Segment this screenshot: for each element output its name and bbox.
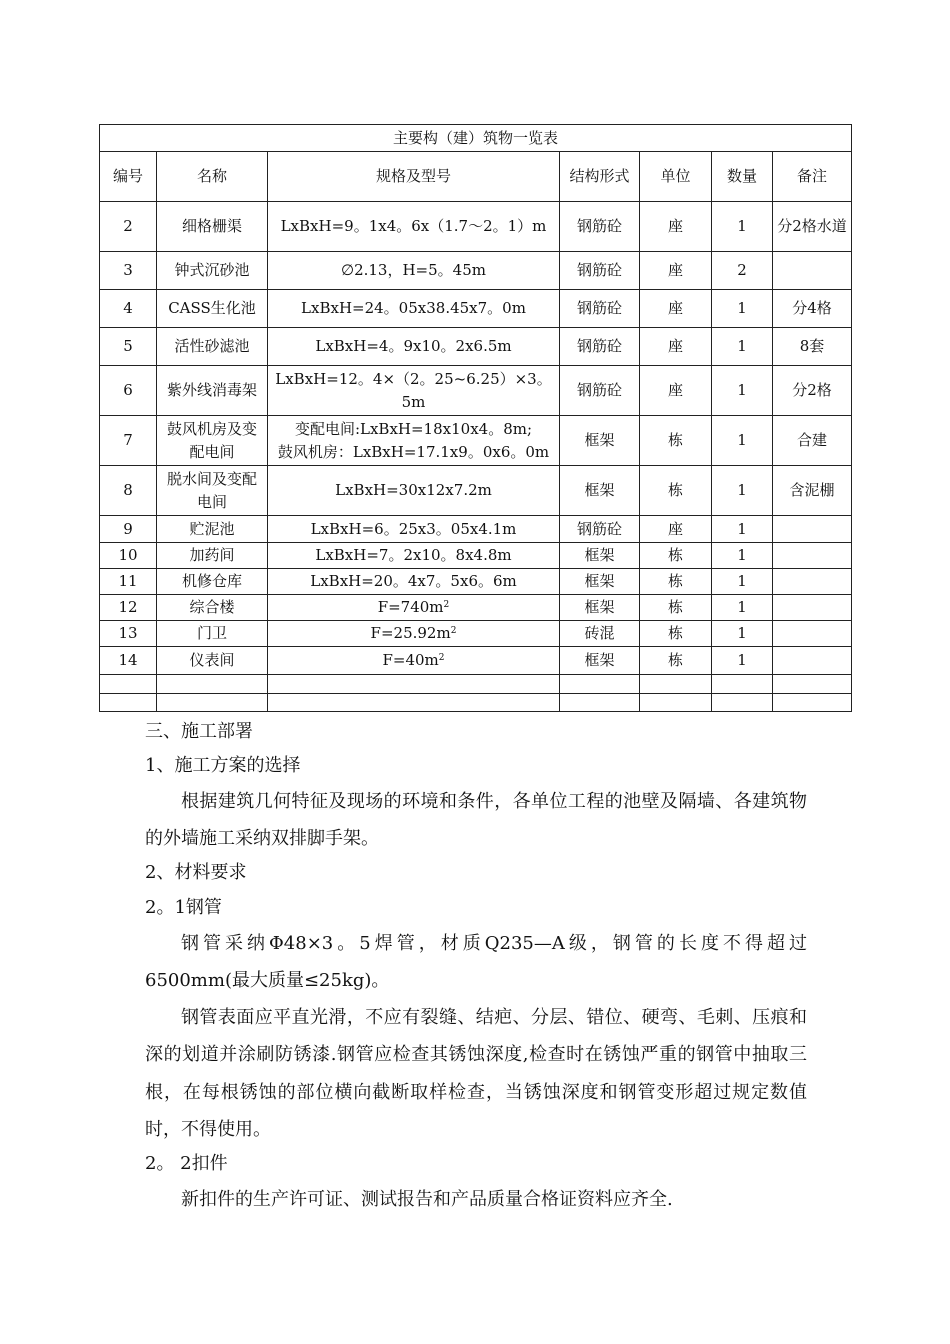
table-cell: 2 bbox=[712, 252, 773, 290]
table-cell: ∅2.13，H=5。45m bbox=[268, 252, 560, 290]
table-header-row bbox=[100, 152, 852, 202]
table-cell: 6 bbox=[100, 366, 157, 416]
table-cell: 紫外线消毒架 bbox=[157, 366, 268, 416]
table-cell: 钢筋砼 bbox=[560, 366, 640, 416]
table-cell: 框架 bbox=[560, 569, 640, 595]
table-cell: 细格栅渠 bbox=[157, 202, 268, 252]
table-cell: 1 bbox=[712, 202, 773, 252]
table-row bbox=[100, 543, 852, 569]
table-cell: 综合楼 bbox=[157, 595, 268, 621]
table-title: 主要构（建）筑物一览表 bbox=[100, 125, 852, 152]
table-row bbox=[100, 569, 852, 595]
table-cell bbox=[560, 694, 640, 712]
table-cell: 活性砂滤池 bbox=[157, 328, 268, 366]
table-cell: 1 bbox=[712, 595, 773, 621]
table-row bbox=[100, 366, 852, 416]
table-cell: 1 bbox=[712, 621, 773, 647]
table-cell: 栋 bbox=[640, 621, 712, 647]
table-cell: 钢筋砼 bbox=[560, 290, 640, 328]
paragraph: 钢管表面应平直光滑，不应有裂缝、结疤、分层、错位、硬弯、毛刺、压痕和深的划道并涂刷防锈漆.钢管应检查其锈蚀深度,检查时在锈蚀严重的钢管中抽取三根，在每根锈蚀的部位横向截断取样检查，当锈蚀深度和钢管变形超过规定数值时，不得使用。 bbox=[145, 1007, 807, 1140]
table-cell: CASS生化池 bbox=[157, 290, 268, 328]
table-cell bbox=[773, 647, 852, 675]
table-cell: 1 bbox=[712, 516, 773, 543]
header-cell: 单位 bbox=[640, 152, 712, 202]
table-cell: 1 bbox=[712, 543, 773, 569]
table-row bbox=[100, 694, 852, 712]
table-cell: LxBxH=7。2x10。8x4.8m bbox=[268, 543, 560, 569]
table-cell bbox=[157, 675, 268, 694]
header-cell: 备注 bbox=[773, 152, 852, 202]
table-cell: 栋 bbox=[640, 466, 712, 516]
structures-table bbox=[99, 124, 852, 712]
table-cell: 框架 bbox=[560, 647, 640, 675]
area-unit-superscript: 2 bbox=[443, 600, 450, 610]
table-cell: 4 bbox=[100, 290, 157, 328]
table-row bbox=[100, 416, 852, 466]
table-cell: $F=25.92m^2$ bbox=[268, 621, 560, 647]
table-cell: LxBxH=12。4×（2。25~6.25）×3。5m bbox=[268, 366, 560, 416]
header-cell: 数量 bbox=[712, 152, 773, 202]
table-cell: 钢筋砼 bbox=[560, 202, 640, 252]
table-cell: LxBxH=30x12x7.2m bbox=[268, 466, 560, 516]
table-cell: 含泥棚 bbox=[773, 466, 852, 516]
table-cell: 1 bbox=[712, 328, 773, 366]
table-cell: 变配电间:LxBxH=18x10x4。8m; 鼓风机房：LxBxH=17.1x9。0x6。0m bbox=[268, 416, 560, 466]
table-cell bbox=[640, 675, 712, 694]
table-cell: 1 bbox=[712, 466, 773, 516]
table-cell: 栋 bbox=[640, 595, 712, 621]
table-cell: 栋 bbox=[640, 569, 712, 595]
table-cell: $F=40m^2$ bbox=[268, 647, 560, 675]
table-cell: 1 bbox=[712, 290, 773, 328]
table-cell bbox=[100, 675, 157, 694]
table-cell: 分2格 bbox=[773, 366, 852, 416]
table-cell: 2 bbox=[100, 202, 157, 252]
table-cell: 9 bbox=[100, 516, 157, 543]
table-cell: 钟式沉砂池 bbox=[157, 252, 268, 290]
table-cell: 座 bbox=[640, 366, 712, 416]
table-row bbox=[100, 290, 852, 328]
table-cell: 14 bbox=[100, 647, 157, 675]
table-cell: 5 bbox=[100, 328, 157, 366]
table-row bbox=[100, 328, 852, 366]
table-cell: 机修仓库 bbox=[157, 569, 268, 595]
table-cell: 10 bbox=[100, 543, 157, 569]
table-row bbox=[100, 647, 852, 675]
table-row bbox=[100, 466, 852, 516]
table-cell: 门卫 bbox=[157, 621, 268, 647]
table-cell: 鼓风机房及变配电间 bbox=[157, 416, 268, 466]
table-cell: LxBxH=6。25x3。05x4.1m bbox=[268, 516, 560, 543]
table-row bbox=[100, 595, 852, 621]
table-cell bbox=[560, 675, 640, 694]
table-cell bbox=[640, 694, 712, 712]
subheading: 2、材料要求 bbox=[145, 862, 247, 883]
table-cell: 8 bbox=[100, 466, 157, 516]
table-cell: 砖混 bbox=[560, 621, 640, 647]
table-cell: 座 bbox=[640, 290, 712, 328]
table-cell: 分2格水道 bbox=[773, 202, 852, 252]
table-row bbox=[100, 252, 852, 290]
table-cell: 11 bbox=[100, 569, 157, 595]
subheading: 2。 2扣件 bbox=[145, 1153, 228, 1174]
table-cell: 8套 bbox=[773, 328, 852, 366]
table-cell: LxBxH=24。05x38.45x7。0m bbox=[268, 290, 560, 328]
table-row bbox=[100, 516, 852, 543]
header-cell: 规格及型号 bbox=[268, 152, 560, 202]
table-cell bbox=[773, 252, 852, 290]
table-cell bbox=[773, 543, 852, 569]
table-row bbox=[100, 621, 852, 647]
table-cell: 12 bbox=[100, 595, 157, 621]
table-cell bbox=[157, 694, 268, 712]
paragraph: 新扣件的生产许可证、测试报告和产品质量合格证资料应齐全. bbox=[181, 1189, 673, 1210]
table-cell: 栋 bbox=[640, 416, 712, 466]
table-cell: 座 bbox=[640, 202, 712, 252]
table-cell: 脱水间及变配电间 bbox=[157, 466, 268, 516]
table-cell: 7 bbox=[100, 416, 157, 466]
paragraph: 根据建筑几何特征及现场的环境和条件，各单位工程的池壁及隔墙、各建筑物的外墙施工采纳双排脚手架。 bbox=[145, 791, 807, 850]
table-cell: 分4格 bbox=[773, 290, 852, 328]
table-row bbox=[100, 675, 852, 694]
paragraph: 钢管采纳Φ48×3。5焊管，材质Q235—A级，钢管的长度不得超过6500mm(最大质量≤25kg)。 bbox=[145, 933, 807, 992]
table-cell: 钢筋砼 bbox=[560, 252, 640, 290]
table-cell bbox=[712, 675, 773, 694]
table-cell: 栋 bbox=[640, 647, 712, 675]
table-cell: 加药间 bbox=[157, 543, 268, 569]
section-heading: 三、施工部署 bbox=[145, 721, 253, 742]
table-cell bbox=[773, 516, 852, 543]
table-cell: 座 bbox=[640, 252, 712, 290]
header-cell: 结构形式 bbox=[560, 152, 640, 202]
table-cell: 合建 bbox=[773, 416, 852, 466]
table-cell bbox=[268, 694, 560, 712]
header-cell: 编号 bbox=[100, 152, 157, 202]
area-unit-superscript: 2 bbox=[450, 626, 457, 636]
table-cell bbox=[773, 569, 852, 595]
table-cell: 框架 bbox=[560, 543, 640, 569]
table-cell bbox=[100, 694, 157, 712]
table-cell bbox=[712, 694, 773, 712]
table-cell: 1 bbox=[712, 416, 773, 466]
subheading: 2。1钢管 bbox=[145, 897, 222, 918]
table-cell: 1 bbox=[712, 647, 773, 675]
table-cell: 框架 bbox=[560, 466, 640, 516]
table-cell bbox=[773, 621, 852, 647]
table-cell: 框架 bbox=[560, 595, 640, 621]
table-cell bbox=[268, 675, 560, 694]
table-cell: 13 bbox=[100, 621, 157, 647]
table-cell: 1 bbox=[712, 569, 773, 595]
table-cell bbox=[773, 694, 852, 712]
table-cell: 贮泥池 bbox=[157, 516, 268, 543]
table-cell: 钢筋砼 bbox=[560, 328, 640, 366]
area-unit-superscript: 2 bbox=[438, 653, 445, 663]
table-cell: $F=740m^2$ bbox=[268, 595, 560, 621]
table-cell bbox=[773, 595, 852, 621]
table-cell: 栋 bbox=[640, 543, 712, 569]
table-cell: LxBxH=9。1x4。6x（1.7～2。1）m bbox=[268, 202, 560, 252]
table-cell: 钢筋砼 bbox=[560, 516, 640, 543]
table-cell: 3 bbox=[100, 252, 157, 290]
table-row bbox=[100, 202, 852, 252]
table-cell: 仪表间 bbox=[157, 647, 268, 675]
subheading: 1、施工方案的选择 bbox=[145, 755, 301, 776]
table-cell: 框架 bbox=[560, 416, 640, 466]
table-cell: LxBxH=4。9x10。2x6.5m bbox=[268, 328, 560, 366]
table-cell: 座 bbox=[640, 516, 712, 543]
header-cell: 名称 bbox=[157, 152, 268, 202]
table-cell: 1 bbox=[712, 366, 773, 416]
table-cell bbox=[773, 675, 852, 694]
table-cell: 座 bbox=[640, 328, 712, 366]
table-cell: LxBxH=20。4x7。5x6。6m bbox=[268, 569, 560, 595]
